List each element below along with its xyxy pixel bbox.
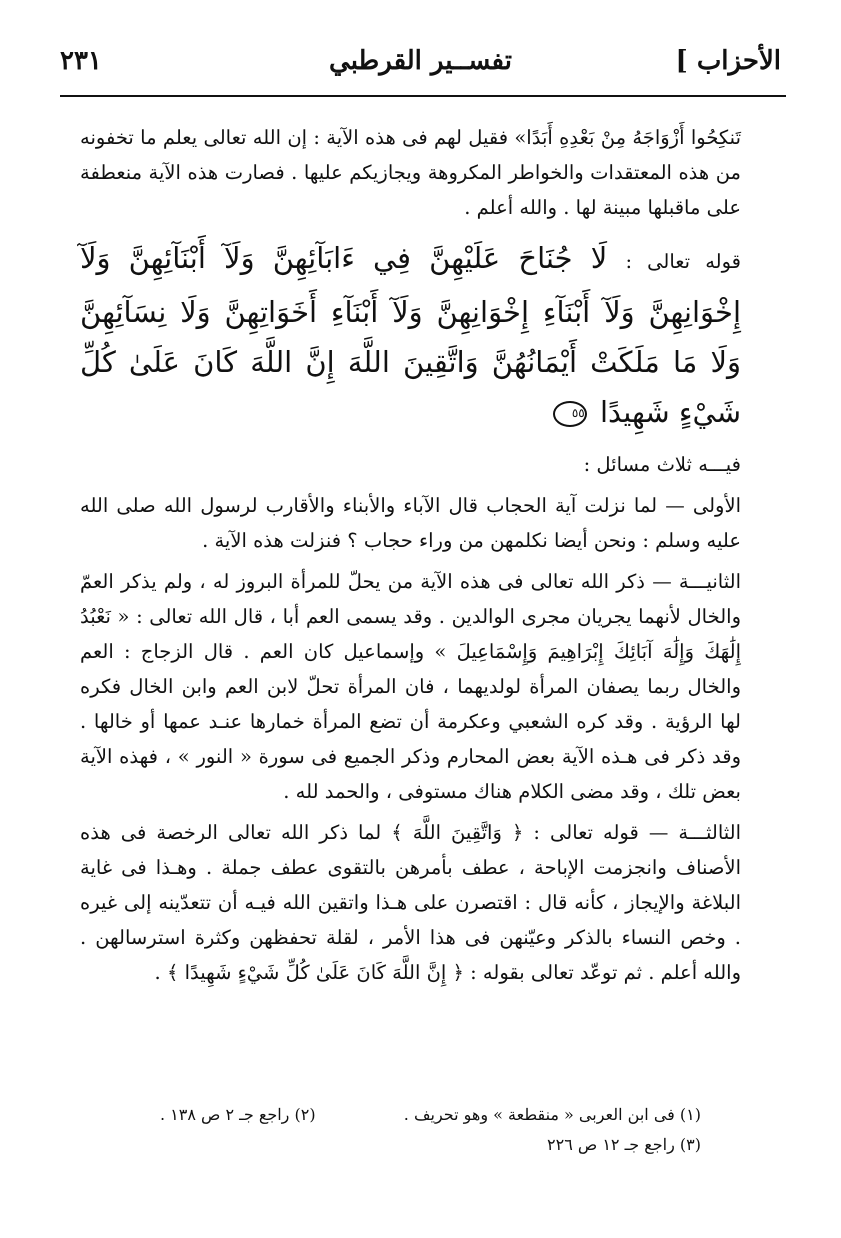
verse-text: لَا جُنَاحَ عَلَيْهِنَّ فِي ءَابَآئِهِنَّ وَلَآ أَبْنَآئِهِنَّ وَلَآ إِخْوَانِهِنَّ وَلَآ أَبْنَآءِ إِخْوَانِهِنَّ وَلَآ أَبْنَآءِ أَخَوَاتِهِنَّ وَلَا نِسَآئِهِنَّ وَلَا مَا مَلَكَتْ أَيْمَانُهُنَّ وَاتَّقِينَ اللَّهَ إِنَّ اللَّهَ كَانَ عَلَىٰ كُلِّ شَيْءٍ شَهِيدًا <box>80 241 741 429</box>
footnote-row-1 <box>160 1100 701 1130</box>
footnote-row-2 <box>160 1130 701 1160</box>
footnote-2: (٢) راجع جـ ٢ ص ١٣٨ . <box>160 1105 316 1124</box>
page-number: ٢٣١ <box>60 46 102 76</box>
issue-third: الثالثـــة — قوله تعالى : ﴿ وَاتَّقِينَ اللَّهَ ﴾ لما ذكر الله تعالى الرخصة فى هذه الأصناف وانجزمت الإباحة ، عطف بأمرهن بالتقوى عطف جملة . وهـذا فى غاية البلاغة والإيجاز ، كأنه قال : اقتصرن على هـذا واتقين الله فيـه أن تتعدّينه إلى غيره . وخص النساء بالذكر وعيّنهن فى هذا الأمر ، لقلة تحفظهن وكثرة استرسالهن . والله أعلم . ثم توعّد تعالى بقوله : ﴿ إِنَّ اللَّهَ كَانَ عَلَىٰ كُلِّ شَيْءٍ شَهِيدًا ﴾ . <box>80 821 741 984</box>
surah-name: الأحزاب ] <box>675 46 781 76</box>
ayah-number: ٥٥ <box>571 406 585 420</box>
issue-first: الأولى — لما نزلت آية الحجاب قال الآباء والأبناء والأقارب لرسول الله صلى الله عليه وسلم : ونحن أيضا نكلمهن من وراء حجاب ؟ فنزلت هذه الآية . <box>80 494 741 552</box>
header-rule <box>60 95 786 97</box>
quran-verse <box>80 233 741 437</box>
issue-second: الثانيـــة — ذكر الله تعالى فى هذه الآية من يحلّ للمرأة البروز له ، ولم يذكر العمّ والخال لأنهما يجريان مجرى الوالدين . وقد يسمى العم أبا ، قال الله تعالى : « نَعْبُدُ إِلَٰهَكَ وَإِلَٰهَ آبَائِكَ إِبْرَاهِيمَ وَإِسْمَاعِيلَ » وإسماعيل كان العم . قال الزجاج : العم والخال ربما يصفان المرأة لولديهما ، فان المرأة تحلّ لابن العم وابن الخال فكره لها الرؤية . وقد كره الشعبي وعكرمة أن تضع المرأة خمارها عنـد عمها أو خالها . وقد ذكر فى هـذه الآية بعض المحارم وذكر الجميع فى سورة « النور » ، فهذه الآية بعض تلك ، وقد مضى الكلام هناك مستوفى ، والحمد لله . <box>80 570 741 803</box>
page-header <box>60 40 781 90</box>
ayah-end-icon <box>553 401 587 427</box>
book-title: تفســير القرطبي <box>329 46 512 76</box>
issues-heading: فيـــه ثلاث مسائل : <box>583 453 741 476</box>
page-body <box>80 120 741 996</box>
footnote-3: (٣) راجع جـ ١٢ ص ٢٢٦ <box>547 1135 701 1154</box>
paragraph-intro: تَنكِحُوا أَزْوَاجَهُ مِنْ بَعْدِهِ أَبَدًا» فقيل لهم فى هذه الآية : إن الله تعالى يعلم ما تخفونه من هذه المعتقدات والخواطر المكروهة ويجازيكم عليها . فصارت هذه الآية منعطفة على ماقبلها مبينة لها . والله أعلم . <box>80 126 741 219</box>
verse-intro: قوله تعالى : <box>625 250 742 273</box>
footnote-1: (١) فى ابن العربى « منقطعة » وهو تحريف . <box>403 1105 701 1124</box>
footnotes <box>160 1100 701 1160</box>
